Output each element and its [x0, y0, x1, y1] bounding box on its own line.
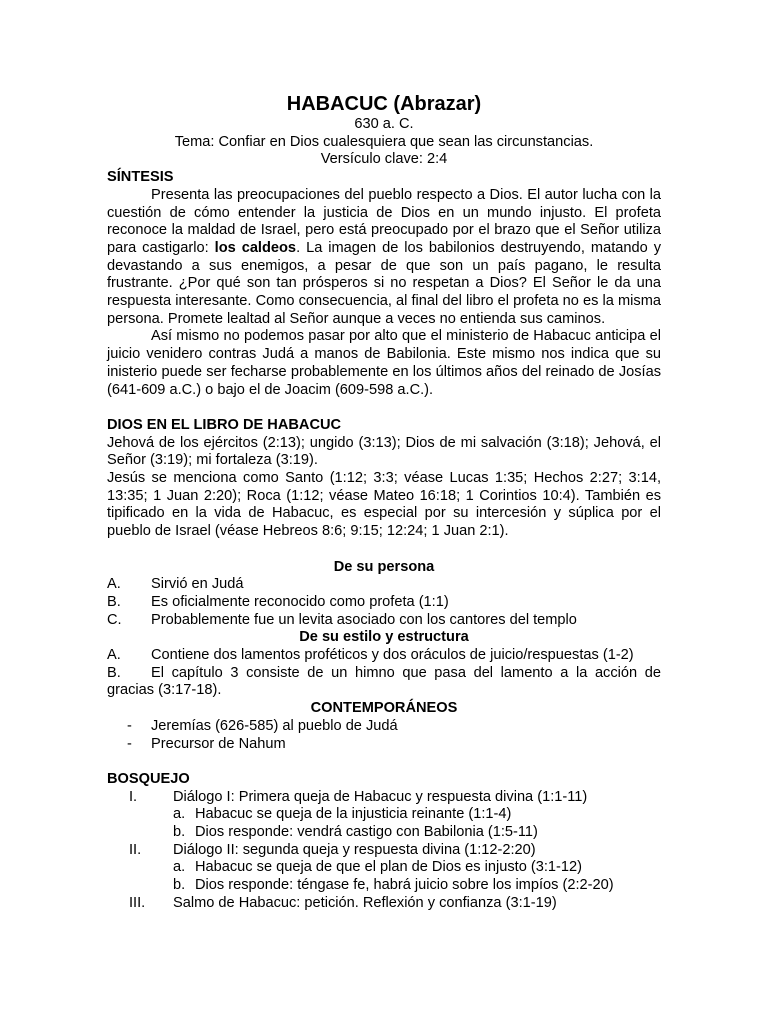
outline-marker: b.	[173, 824, 186, 841]
list-marker: C.	[107, 611, 122, 628]
outline-text: Diálogo II: segunda queja y respuesta divina (1:12-2:20)	[173, 841, 536, 858]
document-title: HABACUC (Abrazar)	[286, 93, 482, 115]
section-heading-contemporaneos: CONTEMPORÁNEOS	[310, 700, 458, 717]
list-item	[107, 594, 661, 612]
sintesis-text-end: . La imagen de los babilonios destruyendo, matando y devastando a sus enemigos, a pesar de que son un país pagano, le resulta frustrante. ¿Por qué son tan prósperos si no respetan a Dios? El Señor le da una respuesta interesante. Como consecuencia, al final del libro el profeta no es la misma persona. Promete lealtad al Señor aunque a veces no entienda sus caminos.	[107, 239, 661, 327]
list-item	[107, 612, 661, 630]
outline-marker: b.	[173, 877, 186, 894]
outline-subitem	[107, 806, 661, 824]
section-heading-bosquejo: BOSQUEJO	[107, 770, 190, 787]
outline-text: Salmo de Habacuc: petición. Reflexión y confianza (3:1-19)	[173, 894, 557, 911]
dios-paragraph-2: Jesús se menciona como Santo (1:12; 3:3; véase Lucas 1:35; Hechos 2:27; 3:14, 13:35; 1 Juan 2:20); Roca (1:12; véase Mateo 16:18; 1 Corintios 10:4). También es tipificado en la vida de Habacuc, es especial por su intercesión y súplica por el pueblo de Israel (véase Hebreos 8:6; 9:15; 12:24; 1 Juan 2:1).	[107, 470, 661, 540]
sintesis-bold-term: los caldeos	[214, 239, 297, 256]
list-text: Precursor de Nahum	[151, 735, 286, 752]
sintesis-paragraph-1	[107, 187, 661, 329]
outline-marker: a.	[173, 806, 186, 823]
list-marker: -	[127, 735, 132, 752]
outline-marker: II.	[129, 841, 142, 858]
sintesis-paragraph-2: Así mismo no podemos pasar por alto que el ministerio de Habacuc anticipa el juicio venidero contras Judá a manos de Babilonia. Este mismo nos indica que su inisterio puede ser fecharse probablemente en los últimos años del reinado de Josías (641-609 a.C.) o bajo el de Joacim (609-598 a.C.).	[107, 328, 661, 398]
section-heading-persona: De su persona	[333, 558, 435, 575]
list-marker: B.	[107, 593, 121, 610]
list-item-wrapping	[107, 665, 661, 700]
outline-item	[107, 895, 661, 913]
section-heading-dios: DIOS EN EL LIBRO DE HABACUC	[107, 416, 342, 433]
list-text: El capítulo 3 consiste de un himno que pasa del lamento a la acción de gracias (3:17-18).	[107, 664, 661, 699]
outline-marker: III.	[129, 894, 146, 911]
section-heading-sintesis: SÍNTESIS	[107, 169, 174, 186]
outline-marker: a.	[173, 859, 186, 876]
outline-text: Habacuc se queja de la injusticia reinante (1:1-4)	[195, 806, 512, 823]
outline-marker: I.	[129, 788, 138, 805]
document-theme: Tema: Confiar en Dios cualesquiera que sean las circunstancias.	[174, 133, 594, 150]
outline-text: Dios responde: téngase fe, habrá juicio sobre los impíos (2:2-20)	[195, 877, 614, 894]
list-text: Es oficialmente reconocido como profeta (1:1)	[151, 593, 449, 610]
section-heading-estilo: De su estilo y estructura	[299, 629, 469, 646]
document-content	[107, 92, 661, 913]
outline-item	[107, 842, 661, 860]
list-marker: B.	[107, 664, 121, 681]
outline-text: Dios responde: vendrá castigo con Babilonia (1:5-11)	[195, 824, 538, 841]
list-item	[107, 647, 661, 665]
outline-item	[107, 789, 661, 807]
list-text: Probablemente fue un levita asociado con los cantores del templo	[151, 611, 577, 628]
key-verse: Versículo clave: 2:4	[320, 151, 448, 168]
list-item	[107, 718, 661, 736]
list-item	[107, 736, 661, 754]
list-text: Contiene dos lamentos proféticos y dos oráculos de juicio/respuestas (1-2)	[151, 647, 634, 664]
list-text: Sirvió en Judá	[151, 576, 244, 593]
outline-subitem	[107, 824, 661, 842]
document-date: 630 a. C.	[354, 116, 414, 132]
outline-text: Habacuc se queja de que el plan de Dios es injusto (3:1-12)	[195, 859, 582, 876]
outline-text: Diálogo I: Primera queja de Habacuc y respuesta divina (1:1-11)	[173, 788, 588, 805]
sintesis-text-start: Presenta las preocupaciones del pueblo respecto a Dios. El autor lucha con la cuestión de cómo entender la justicia de Dios en un mundo injusto. El profeta reconoce la maldad de Israel, pero está preocupado por el brazo que el Señor utiliza para castigarlo:	[107, 186, 661, 256]
list-item	[107, 576, 661, 594]
outline-subitem	[107, 859, 661, 877]
list-marker: A.	[107, 647, 121, 664]
list-text: Jeremías (626-585) al pueblo de Judá	[151, 717, 398, 734]
dios-paragraph-1: Jehová de los ejércitos (2:13); ungido (3:13); Dios de mi salvación (3:18); Jehová, el Señor (3:19); mi fortaleza (3:19).	[107, 434, 661, 469]
outline-subitem	[107, 877, 661, 895]
list-marker: A.	[107, 576, 121, 593]
list-marker: -	[127, 717, 132, 734]
